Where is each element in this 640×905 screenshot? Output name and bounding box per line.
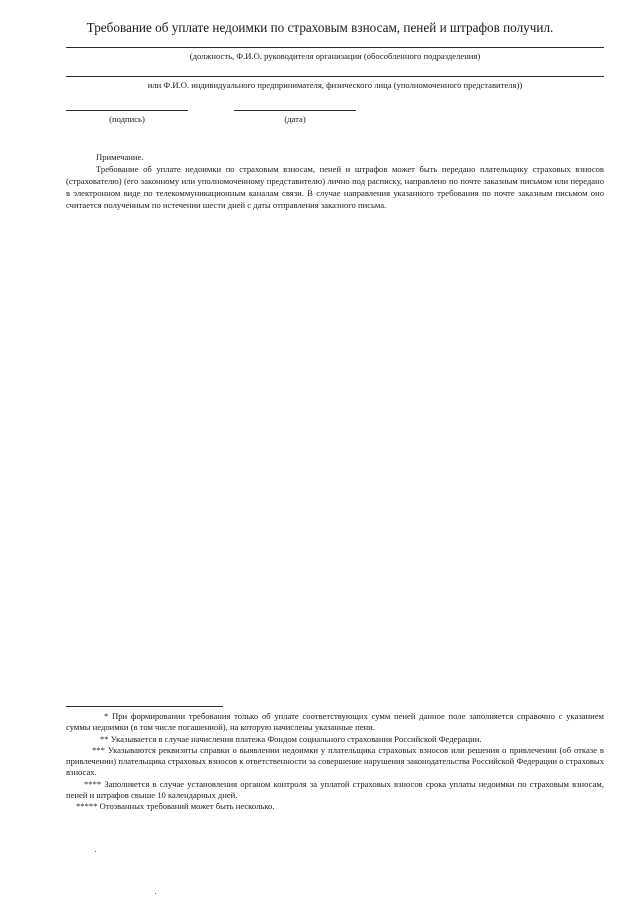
note-heading: Примечание.	[96, 152, 144, 162]
scan-speck	[95, 851, 96, 852]
person-fill-line	[66, 76, 604, 77]
date-caption: (дата)	[284, 114, 306, 124]
footnote-mark: *****	[76, 801, 98, 812]
note-block	[66, 151, 604, 211]
footnote-separator	[66, 706, 223, 707]
signature-caption: (подпись)	[109, 114, 145, 124]
footnote-text: Указывается в случае начисления платежа Фондом социального страхования Российской Федерации.	[110, 733, 482, 744]
footnote-text: Отозванных требований может быть несколько.	[99, 801, 275, 812]
footnote-1	[66, 711, 604, 734]
footnote-3	[66, 745, 604, 779]
position-caption: (должность, Ф.И.О. руководителя организации (обособленного подразделения)	[189, 51, 481, 61]
scan-speck	[155, 893, 156, 894]
position-fill-line	[66, 47, 604, 48]
footnote-text: При формировании требования только об уплате соответствующих сумм пеней данное поле заполняется справочно с указанием суммы недоимки (в том числе погашенной), на которую начислены указанные пени.	[66, 711, 604, 733]
note-text: Требование об уплате недоимки по страховым взносам, пеней и штрафов может быть передано плательщику страховых взносов (страхователю) (его законному или уполномоченному представителю) лично под расписку, направлено по почте заказным письмом или передано в электронном виде по телекоммуникационным каналам связи. В случае направления указанного требования по почте заказным письмом оно считается полученным по истечении шести дней с даты отправления заказного письма.	[66, 164, 604, 210]
footnote-text: Указываются реквизиты справки о выявлении недоимки у плательщика страховых взносов или решения о привлечении (об отказе в привлечении) плательщика страховых взносов к ответственности за совершение нарушения законодательства Российской Федерации о страховых взносах.	[66, 744, 604, 778]
footnote-2	[66, 734, 604, 745]
footnote-mark: ****	[84, 778, 102, 789]
footnotes-block	[66, 711, 604, 813]
footnote-4	[66, 779, 604, 802]
footnote-5	[66, 801, 604, 812]
date-fill-line	[234, 110, 356, 111]
footnote-mark: ***	[92, 744, 105, 755]
footnote-mark: **	[100, 733, 109, 744]
signature-fill-line	[66, 110, 188, 111]
footnote-mark: *	[104, 711, 109, 721]
form-heading: Требование об уплате недоимки по страховым взносам, пеней и штрафов получил.	[86, 20, 554, 35]
footnote-text: Заполняется в случае установления органом контроля за уплатой страховых взносов срока уплаты недоимки по страховым взносам, пеней и штрафов свыше 10 календарных дней.	[66, 778, 604, 801]
person-caption: или Ф.И.О. индивидуального предпринимателя, физического лица (уполномоченного представителя))	[147, 80, 523, 90]
